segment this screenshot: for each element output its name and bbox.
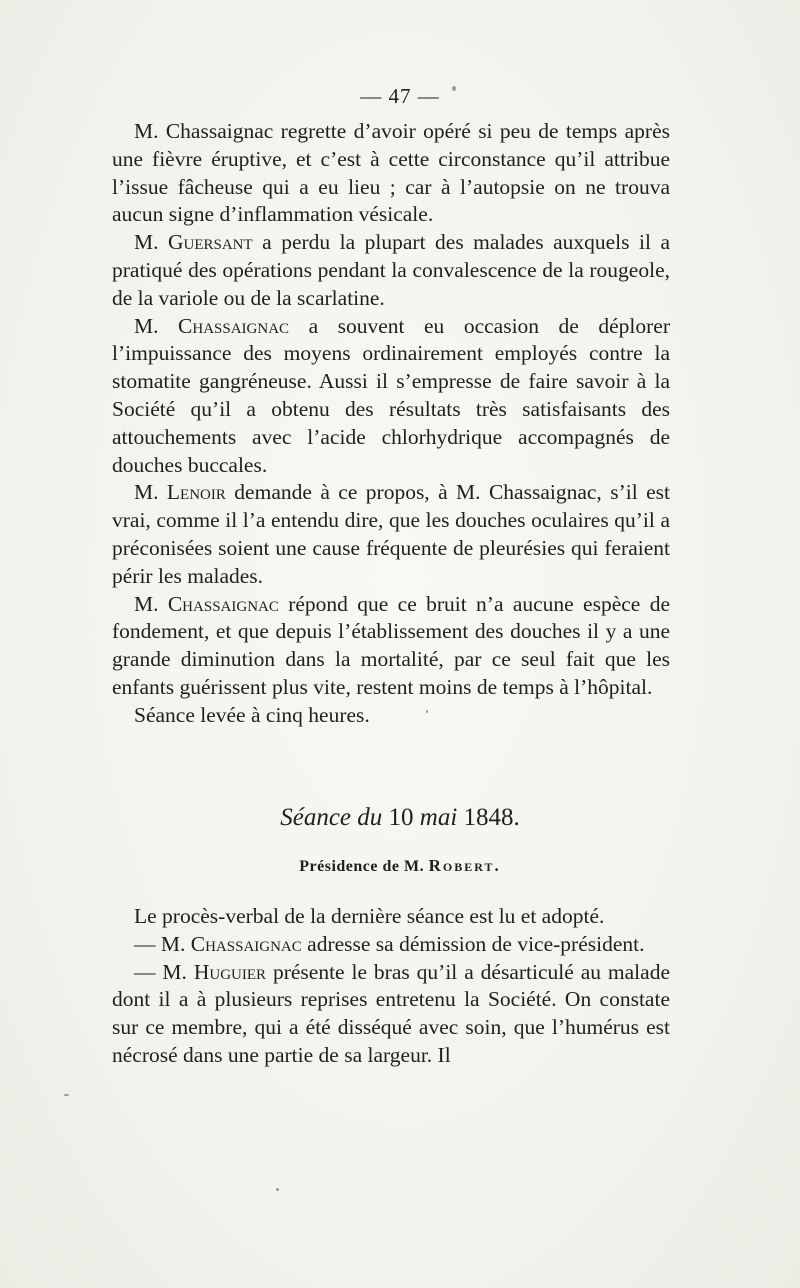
speaker-name: Guersant	[167, 230, 253, 255]
paper-speck	[452, 86, 456, 91]
paragraph-chassaignac-2	[112, 313, 670, 480]
paragraph-text: présente le bras qu’il a désarticulé au malade dont il a à plusieurs reprises entretenu la Société. On constate sur ce membre, qui a été disséqué avec soin, que l’humérus est nécrosé dans une partie de sa largeur. Il	[112, 959, 670, 1067]
paragraph-guersant	[112, 229, 670, 312]
paragraph-text: répond que ce bruit n’a aucune espèce de fondement, et que depuis l’établissement des douches il y a une grande diminution dans la mortalité, par ce seul fait que les enfants guérissent plus vite, restent moins de temps à l’hôpital.	[112, 591, 670, 699]
paragraph-prefix: M.	[134, 230, 168, 255]
paragraph-prefix: — M.	[134, 959, 194, 984]
paragraph-text: a souvent eu occasion de déplorer l’impuissance des moyens ordinairement employés contre la stomatite gangréneuse. Aussi il s’empresse de faire savoir à la Société qu’il a obtenu des résultats très satisfaisants des attouchements avec l’acide chlorhydrique accompagnés de douches buccales.	[112, 313, 670, 477]
paragraph-text: demande à ce propos, à M. Chassaignac, s’il est vrai, comme il l’a entendu dire, que les douches oculaires qu’il a préconisées soient une cause fréquente de pleurésies qui feraient périr les malades.	[112, 480, 670, 588]
paragraph-prefix: — M.	[134, 931, 191, 956]
minutes-block-1	[112, 118, 670, 730]
presidency-label: Présidence de	[299, 858, 404, 875]
paragraph-text: regrette d’avoir opéré si peu de temps après une fièvre éruptive, et c’est à cette circonstance qu’il attribue l’issue fâcheuse qui a eu lieu ; car à l’autopsie on ne trouva aucun signe d’inflammation vésicale.	[112, 119, 670, 227]
president-name: Robert.	[428, 856, 501, 875]
speaker-name: Chassaignac	[167, 591, 279, 616]
paragraph-prefix: M.	[134, 591, 168, 616]
session-heading	[0, 804, 800, 832]
session-heading-day: 10	[382, 804, 420, 831]
speaker-name: Huguier	[193, 959, 267, 984]
paragraph-chassaignac-3	[112, 591, 670, 702]
presidency-prefix: M.	[404, 858, 425, 875]
paragraph-text: a perdu la plupart des malades auxquels il a pratiqué des opérations pendant la convalescence de la rougeole, de la variole ou de la scarlatine.	[112, 230, 670, 310]
paragraph-minutes-adopted	[112, 903, 670, 931]
speaker-name: Chassaignac	[178, 313, 290, 338]
paper-speck	[64, 1094, 69, 1096]
paragraph-text: Le procès-verbal de la dernière séance est lu et adopté.	[134, 904, 605, 928]
paragraph-speaker: M. Chassaignac	[134, 119, 274, 143]
paragraph-text: adresse sa démission de vice-président.	[301, 931, 645, 956]
page-number: — 47 —	[360, 84, 440, 108]
paragraph-adjourned	[112, 702, 670, 730]
paragraph-prefix: M.	[134, 480, 167, 505]
paragraph-chassaignac-1	[112, 118, 670, 229]
paper-speck	[426, 710, 428, 713]
session-heading-month: mai	[419, 804, 458, 831]
speaker-name: Chassaignac	[190, 931, 302, 956]
minutes-block-2	[112, 903, 670, 1070]
paper-speck	[276, 1188, 279, 1191]
speaker-name: Lenoir	[166, 480, 226, 505]
paragraph-text: Séance levée à cinq heures.	[134, 702, 370, 727]
presidency-line	[0, 856, 800, 876]
paragraph-prefix: M.	[134, 313, 179, 338]
paragraph-lenoir	[112, 479, 670, 590]
paragraph-huguier	[112, 959, 670, 1070]
session-heading-label: Séance du	[280, 804, 383, 831]
session-heading-year: 1848.	[457, 804, 520, 831]
paragraph-resignation	[112, 931, 670, 959]
